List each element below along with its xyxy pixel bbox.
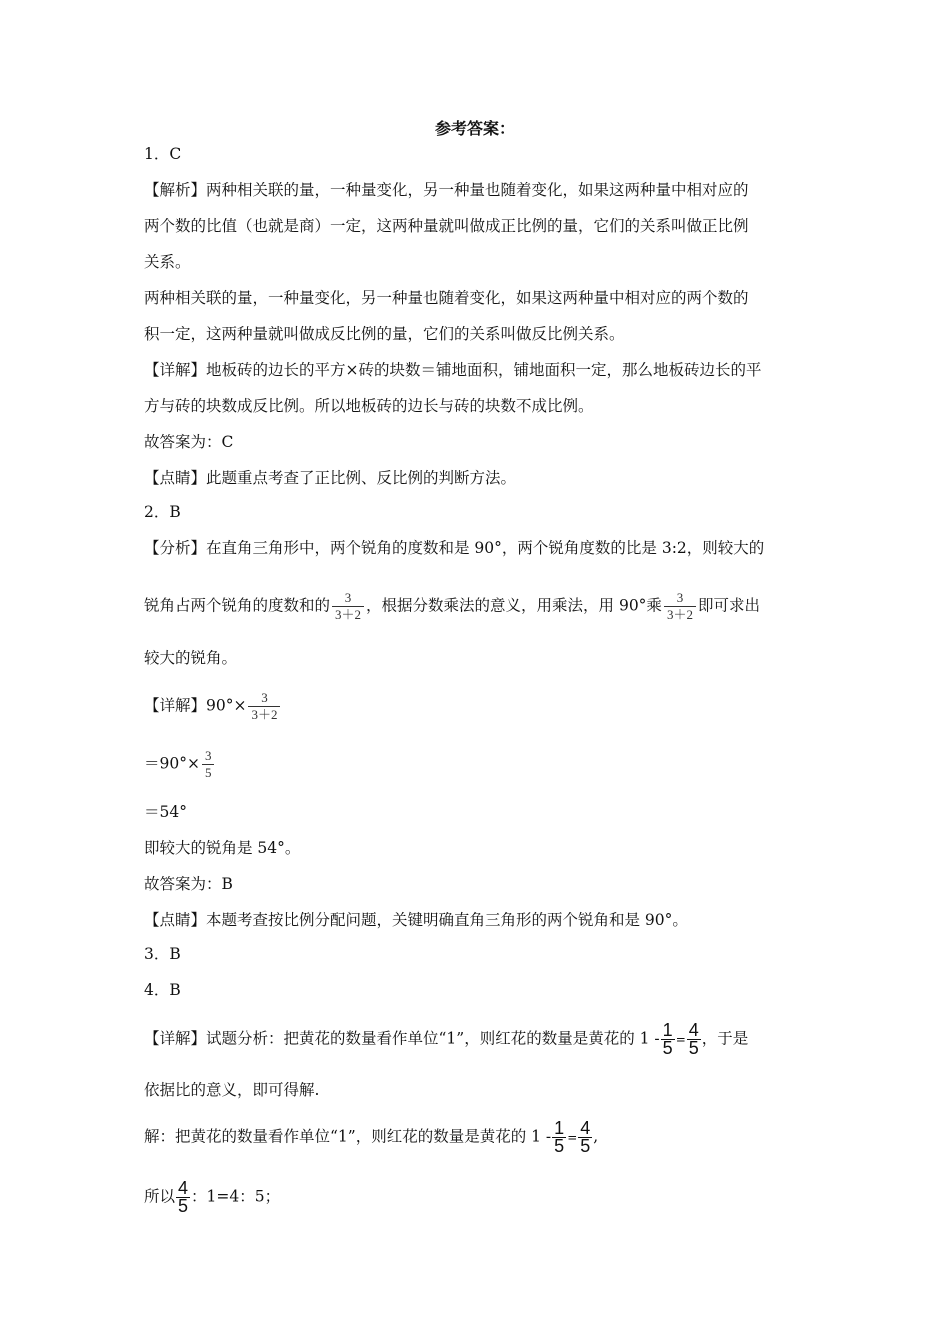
q2-comment: 【点睛】本题考查按比例分配问题，关键明确直角三角形的两个锐角和是 90°。 [144, 911, 688, 929]
fraction-denominator: 5 [688, 1038, 699, 1058]
q4-detail-text-a: 【详解】试题分析：把黄花的数量看作单位“1”，则红花的数量是黄花的 1 - [144, 1029, 660, 1048]
fraction-denominator: 5 [202, 764, 215, 781]
page-title: 参考答案： [434, 119, 515, 138]
fraction-4-over-5 [176, 1180, 190, 1215]
fraction-1-over-5 [661, 1022, 675, 1057]
fraction-numerator: 1 [554, 1118, 565, 1138]
q1-analysis-line-3: 关系。 [144, 253, 191, 271]
fraction-numerator: 4 [688, 1020, 699, 1040]
q1-analysis-line-4: 两种相关联的量，一种量变化，另一种量也随着变化，如果这两种量中相对应的两个数的 [144, 289, 749, 307]
q1-analysis-line-2: 两个数的比值（也就是商）一定，这两种量就叫做成正比例的量，它们的关系叫做正比例 [144, 217, 749, 235]
q4-so-text: 所以 [144, 1187, 176, 1206]
q2-step-1 [144, 748, 814, 781]
fraction-denominator: 3＋2 [248, 706, 280, 723]
equals-sign: = [567, 1130, 578, 1145]
q2-analysis-line-1: 【分析】在直角三角形中，两个锐角的度数和是 90°，两个锐角度数的比是 3:2，则较大的 [144, 539, 765, 557]
fraction-numerator: 3 [261, 690, 268, 705]
fraction-3-over-5 [202, 748, 215, 781]
q2-detail [144, 690, 814, 723]
q4-heading: 4．B [144, 981, 181, 999]
q2-analysis-line-3: 较大的锐角。 [144, 649, 238, 667]
q1-heading: 1．C [144, 145, 182, 163]
q1-comment: 【点睛】此题重点考查了正比例、反比例的判断方法。 [144, 469, 517, 487]
q2-analysis-line-2 [144, 590, 814, 623]
q1-analysis-line-5: 积一定，这两种量就叫做成反比例的量，它们的关系叫做反比例关系。 [144, 325, 625, 343]
fraction-denominator: 5 [580, 1136, 591, 1156]
q4-detail-line-1 [144, 1022, 814, 1057]
q1-answer: 故答案为：C [144, 433, 234, 451]
fraction-3-over-3plus2 [248, 690, 280, 723]
q4-detail-line-2: 依据比的意义，即可得解. [144, 1081, 320, 1099]
q1-analysis-line-1: 【解析】两种相关联的量，一种量变化，另一种量也随着变化，如果这两种量中相对应的 [144, 181, 749, 199]
q3-heading: 3．B [144, 945, 181, 963]
fraction-denominator: 3＋2 [332, 606, 364, 623]
fraction-denominator: 5 [554, 1136, 565, 1156]
q1-detail-line-2: 方与砖的块数成反比例。所以地板砖的边长与砖的块数不成比例。 [144, 397, 594, 415]
fraction-1-over-5 [552, 1120, 566, 1155]
q4-solution-line [144, 1120, 814, 1155]
q4-solution-text: 解：把黄花的数量看作单位“1”，则红花的数量是黄花的 1 - [144, 1127, 552, 1146]
q4-so-line [144, 1180, 814, 1215]
q4-ratio-text: ：1=4：5； [191, 1187, 281, 1206]
q2-analysis-text-b: ，根据分数乘法的意义，用乘法，用 90°乘 [366, 596, 662, 615]
q2-result: 即较大的锐角是 54°。 [144, 839, 301, 857]
q1-detail-line-1: 【详解】地板砖的边长的平方×砖的块数＝铺地面积，铺地面积一定，那么地板砖边长的平 [144, 361, 762, 379]
q2-analysis-text-c: 即可求出 [697, 596, 760, 615]
fraction-numerator: 4 [178, 1178, 189, 1198]
fraction-numerator: 3 [676, 590, 684, 605]
q2-step-1-text: ＝90°× [144, 754, 200, 773]
fraction-3-over-3plus2 [332, 590, 364, 623]
q2-heading: 2．B [144, 503, 181, 521]
q2-answer: 故答案为：B [144, 875, 233, 893]
fraction-numerator: 4 [580, 1118, 591, 1138]
fraction-4-over-5 [578, 1120, 592, 1155]
q2-step-2: ＝54° [144, 803, 187, 821]
q2-detail-text: 【详解】90°× [144, 696, 247, 715]
fraction-denominator: 5 [178, 1196, 189, 1216]
fraction-denominator: 3＋2 [664, 606, 696, 623]
fraction-denominator: 5 [662, 1038, 673, 1058]
fraction-4-over-5 [687, 1022, 701, 1057]
q2-analysis-text-a: 锐角占两个锐角的度数和的 [144, 596, 331, 615]
q4-solution-comma: , [593, 1127, 599, 1146]
equals-sign: = [675, 1032, 686, 1047]
q4-detail-text-b: ，于是 [701, 1029, 749, 1048]
fraction-3-over-3plus2 [664, 590, 696, 623]
fraction-numerator: 3 [204, 748, 212, 763]
fraction-numerator: 1 [662, 1020, 673, 1040]
fraction-numerator: 3 [344, 590, 352, 605]
